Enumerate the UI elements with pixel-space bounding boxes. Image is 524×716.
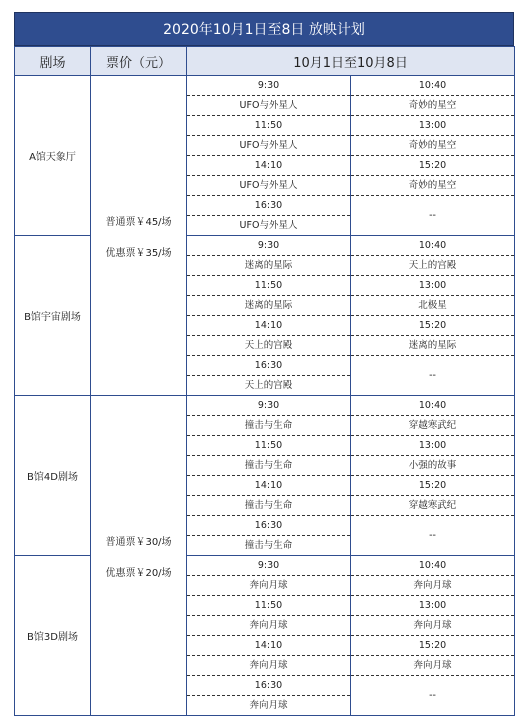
film-cell: UFO与外星人 [187,176,351,196]
price-cell [91,396,187,716]
showtime-cell: 13:00 [351,276,515,296]
film-cell: 天上的宫殿 [187,336,351,356]
film-cell: 小强的故事 [351,456,515,476]
theater-name: A馆天象厅 [15,76,91,236]
film-cell: UFO与外星人 [187,136,351,156]
film-cell: 奔向月球 [187,576,351,596]
regular-price: 普通票￥30/场 [105,536,172,548]
showtime-cell: 9:30 [187,556,351,576]
empty-slot-cell: -- [351,196,515,236]
showtime-cell: 10:40 [351,236,515,256]
film-cell: 撞击与生命 [187,536,351,556]
showtime-cell: 13:00 [351,116,515,136]
showtime-cell: 15:20 [351,156,515,176]
discount-price: 优惠票￥35/场 [105,247,172,259]
showtime-cell: 13:00 [351,436,515,456]
film-cell: 撞击与生命 [187,416,351,436]
empty-slot-cell: -- [351,676,515,716]
film-cell: 迷离的星际 [351,336,515,356]
showtime-cell: 11:50 [187,116,351,136]
schedule-row [15,236,515,256]
showtime-cell: 9:30 [187,236,351,256]
showtime-cell: 11:50 [187,596,351,616]
schedule-row [15,556,515,576]
film-cell: 穿越寒武纪 [351,416,515,436]
film-cell: 奔向月球 [351,656,515,676]
film-cell: 奇妙的星空 [351,176,515,196]
theater-name: B馆宇宙剧场 [15,236,91,396]
film-cell: 奔向月球 [351,616,515,636]
schedule-document [14,12,514,716]
header-dates: 10月1日至10月8日 [187,47,515,76]
header-theater: 剧场 [15,47,91,76]
theater-name: B馆3D剧场 [15,556,91,716]
film-cell: 奇妙的星空 [351,96,515,116]
header-price: 票价（元） [91,47,187,76]
showtime-cell: 10:40 [351,76,515,96]
showtime-cell: 14:10 [187,476,351,496]
film-cell: UFO与外星人 [187,96,351,116]
schedule-row [15,396,515,416]
film-cell: 奔向月球 [351,576,515,596]
showtime-cell: 15:20 [351,316,515,336]
showtime-cell: 14:10 [187,636,351,656]
discount-price: 优惠票￥20/场 [105,567,172,579]
film-cell: 迷离的星际 [187,256,351,276]
theater-name: B馆4D剧场 [15,396,91,556]
showtime-cell: 9:30 [187,76,351,96]
film-cell: 奇妙的星空 [351,136,515,156]
film-cell: UFO与外星人 [187,216,351,236]
showtime-cell: 9:30 [187,396,351,416]
film-cell: 穿越寒武纪 [351,496,515,516]
film-cell: 奔向月球 [187,696,351,716]
empty-slot-cell: -- [351,356,515,396]
showtime-cell: 11:50 [187,436,351,456]
film-cell: 撞击与生命 [187,456,351,476]
showtime-cell: 14:10 [187,316,351,336]
showtime-cell: 16:30 [187,356,351,376]
film-cell: 天上的宫殿 [187,376,351,396]
showtime-cell: 10:40 [351,396,515,416]
showtime-cell: 13:00 [351,596,515,616]
showtime-cell: 15:20 [351,476,515,496]
regular-price: 普通票￥45/场 [105,216,172,228]
film-cell: 天上的宫殿 [351,256,515,276]
schedule-title: 2020年10月1日至8日 放映计划 [14,12,514,46]
showtime-cell: 14:10 [187,156,351,176]
schedule-row [15,76,515,96]
film-cell: 迷离的星际 [187,296,351,316]
film-cell: 奔向月球 [187,656,351,676]
film-cell: 奔向月球 [187,616,351,636]
showtime-cell: 10:40 [351,556,515,576]
showtime-cell: 16:30 [187,516,351,536]
empty-slot-cell: -- [351,516,515,556]
showtime-cell: 16:30 [187,676,351,696]
film-cell: 北极星 [351,296,515,316]
showtime-cell: 11:50 [187,276,351,296]
header-row [15,47,515,76]
price-cell [91,76,187,396]
schedule-table [14,46,515,716]
film-cell: 撞击与生命 [187,496,351,516]
showtime-cell: 15:20 [351,636,515,656]
showtime-cell: 16:30 [187,196,351,216]
